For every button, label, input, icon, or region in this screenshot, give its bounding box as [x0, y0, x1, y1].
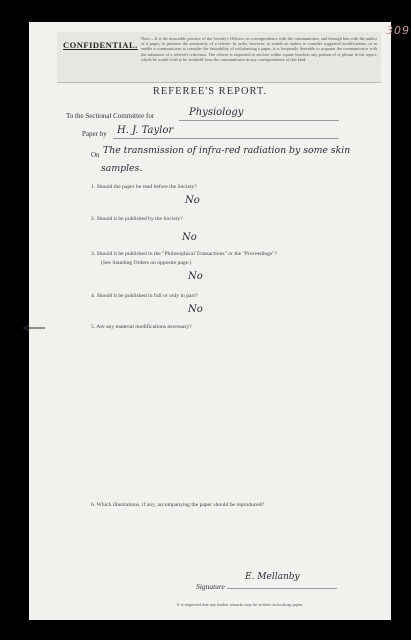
signature-underline	[227, 588, 337, 589]
answer-4: No	[188, 304, 203, 315]
on-value-line2: samples.	[101, 163, 143, 174]
answer-3: No	[188, 271, 203, 282]
question-6: 6. Which illustrations, if any, accompanying the paper should be reproduced?	[91, 502, 265, 508]
footer-note: It is requested that any further remarks may be written on foolscap paper.	[177, 602, 303, 607]
confidential-heading: CONFIDENTIAL.	[63, 40, 138, 50]
question-1: 1. Should the paper be read before the Society?	[91, 184, 197, 190]
sheet-number: 309	[386, 24, 410, 37]
on-value-line1: The transmission of infra-red radiation by some skin	[103, 145, 351, 156]
question-3-note: (See Standing Orders on opposite page.)	[101, 260, 192, 266]
committee-label: To the Sectional Committee for	[66, 112, 155, 120]
on-label: On	[91, 151, 100, 159]
confidential-notice	[57, 32, 381, 83]
document-page	[29, 22, 410, 620]
signature-label: Signature	[196, 582, 225, 591]
question-5: 5. Are any material modifications necessary?	[91, 324, 192, 330]
paper-by-label: Paper by	[82, 130, 107, 138]
signature-value: E. Mellanby	[245, 572, 300, 582]
question-2: 2. Should it be published by the Society?	[91, 216, 183, 222]
report-title: REFEREE'S REPORT.	[152, 86, 268, 97]
margin-arrow-icon	[20, 323, 46, 333]
paper-by-value: H. J. Taylor	[117, 125, 174, 136]
answer-1: No	[185, 195, 200, 206]
question-4: 4. Should it be published in full or only in part?	[91, 293, 198, 299]
committee-underline	[179, 120, 339, 121]
paper-by-underline	[113, 138, 339, 139]
question-3: 3. Should it be published in the "Philosophical Transactions" or the "Proceedings"?	[91, 251, 277, 257]
answer-2: No	[182, 232, 197, 243]
confidential-note: Note.—It is the invariable practice of the Society's Officers, in correspondence with the communicator, and through him with the author of a paper, to preserve the anonymity of a referee. In order, however, to enable an author to consider suggested modifications, or to enable a communicator to consider the desirability of withdrawing a paper, it is frequently desirable to acquaint the communicator with the substance of a referee's criticisms. The referee is requested to enclose within square brackets any portion of or phrase in his report, which he would wish to be withheld from the communicator in any correspondence of this kind.	[141, 36, 377, 62]
committee-value: Physiology	[189, 107, 244, 118]
